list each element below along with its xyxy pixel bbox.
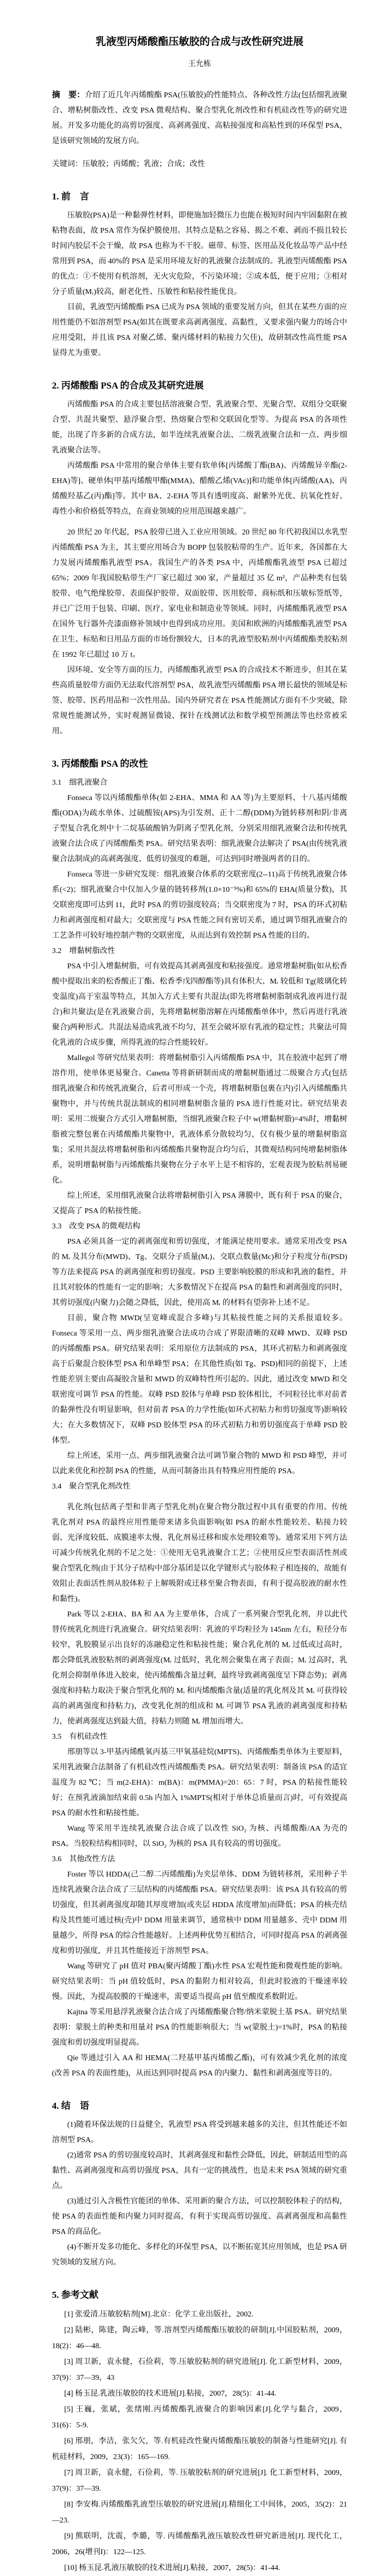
subsection-3-3-paragraph: 综上所述，采用一点、两步细乳液聚合法可调节聚合物的 MWD 和 PSD 峰型，并可以此来优化和控制 PSA 的性能，从而可制备出具有特殊应用性能的 PSA。 — [52, 1452, 347, 1475]
keywords-label: 关键词： — [52, 160, 83, 168]
reference-item: [6] 邢朋，李洁，张欠欠，等.有机硅改性聚丙烯酸酯压敏胶的制备与性能研究[J]. 有机硅材料，2009，23(3)：165—169. — [52, 2437, 347, 2461]
section-2-paragraph: 20 世纪 20 年代起，PSA 胶带已进入工业应用领域。20 世纪 80 年代初我国以水乳型丙烯酸酯 PSA 为主，其主要应用场合为 BOPP 包装胶粘带的生产。近年来，各国都在大力发展丙烯酸酯乳液型 PSA。我国生产的各类 PSA 中，丙烯酸酯乳液型 PSA 已超过 65%；2009 年我国胶粘带生产厂家已超过 300 家，产量超过 35 亿 m²，产品种类有包装胶带、电气绝缘胶带、表面保护胶带、双面胶带、医用胶带、商标纸和压敏标签纸等，并已广泛用于包装、印刷、医疗、家电业和制造业等领域。同时，丙烯酸酯乳液型 PSA 在国外飞行器外壳漆面修补领域中也得到成功应用。美国和欧洲的丙烯酸酯乳液型 PSA 在卫生、标贴和日用品方面的市场份额较大，日本的乳液型胶粘剂中丙烯酸酯类胶粘剂在 1992 年已超过 10 万 t。 — [52, 528, 347, 659]
subsection-3-6-paragraph: Wang 等研究了 pH 值对 PBA(聚丙烯酸丁酯)水性 PSA 宏观性能和微观性能的影响。研究结果表明：当 pH 值较低时，PSA 的黏附力相对较高，但此时胶液的干燥速率较慢。因此，为提高胶膜的干燥速率，需要适当提高 pH 值至酸度系数附近。 — [52, 1962, 347, 2001]
reference-item: [9] 熊联明，沈震，李璐，等. 丙烯酸酯乳液压敏胶改性研究新进展[J]. 现代化工，2006，26(增刊I)：122—125. — [52, 2532, 347, 2556]
section-1-paragraph: 目前，乳液型丙烯酸酯 PSA 已成为 PSA 领域的重要发展方向，但其在某些方面的应用性能仍不如溶剂型 PSA(如其在既要求高剥离强度、高黏性，又要求强内聚力的场合中应用受阻，并且该 PSA 对聚乙烯、聚丙烯材料的粘接力欠佳)，故研制改性高性能 PSA 显得尤为重要。 — [52, 303, 347, 357]
abstract-text: 介绍了近几年丙烯酸酯 PSA(压敏胶)的性能特点、各种改性方法(包括细乳液聚合、增粘树脂改性、改变 PSA 微观结构、聚合型乳化剂改性和有机硅改性等)的研究进展。开发多功能化的高剪切强度、高剥离强度、高粘接强度和高粘性到的环保型 PSA，是该研究领域的发展方向。 — [52, 91, 347, 145]
section-4-conclusion-item: (2)通常 PSA 的剪切强度较高时，其剥离强度和黏性会降低，因此，研制适用型的高黏性、高剥离强度和高剪切强度 PSA，具有一定的挑战性，也是未来 PSA 领域的研究重点。 — [52, 2151, 347, 2190]
section-4-heading: 4. 结 语 — [52, 2101, 89, 2111]
section-2-paragraph: 因环境、安全等方面的压力，丙烯酸酯乳液型 PSA 的合成技术不断进步，但其在某些高质量胶带方面仍无法取代溶剂型 PSA，故乳液型丙烯酸酯 PSA 增长最快的领域是标签、胶带、医药用品和一次性用品。国内外研究者在 PSA 性能测试方面有不少突破，除常规性能测试外，实时观测显微镜、探针在线测试法和数学模型预测法等也经常被采用。 — [52, 666, 347, 736]
abstract-label: 摘 要： — [52, 91, 85, 99]
subsection-3-1-paragraph: Fonseca 等以丙烯酸酯单体(如 2-EHA、MMA 和 AA 等)为主要原料、十八基丙烯酸酯(ODA)为疏水单体、过硫酸铵(APS)为引发剂、正十二醇(DDM)为链转移剂和阴/非离子型复合乳化剂中十二烷基硫酸钠为阴离子型乳化剂，分别采用细乳液聚合法和传统乳液聚合法合成了丙烯酸酯类 PSA。研究结果表明：细乳液聚合法解决了 PSA(由传统乳液聚合法制成)的高剥离强度、低剪切强度的难题，可达到同时增强两者的目的。 — [52, 794, 347, 863]
section-2-heading: 2. 丙烯酸酯 PSA 的合成及其研究进展 — [52, 380, 204, 391]
section-1-paragraph: 压敏胶(PSA)是一种黏弹性材料，即便施加轻微压力也能在极短时间内牢固黏附在被粘物表面，故 PSA 常作为保护膜使用。其特点是粘之容易、揭之不难、剥而不损且较长时间内胶层不会干燥，故 PSA 也称为不干胶。磁带、标签、医用品及化妆品等产品中经常用到 PSA，而 40%的 PSA 是采用环境友好的乳液聚合法制成的。乳液型丙烯酸酯 PSA 的优点：①不使用有机溶剂，无火灾危险，不污染环境；②成本低，便于应用；③相对分子质量(Mᵣ)较高，耐老化性、压敏性和粘接性能优良。 — [52, 211, 347, 296]
section-5-heading: 5. 参考文献 — [52, 2290, 98, 2300]
section-3-heading: 3. 丙烯酸酯 PSA 的改性 — [52, 758, 148, 769]
section-4-conclusion-item: (1)随着环保法规的日益健全，乳液型 PSA 将受到越来越多的关注，但其性能还不如溶剂型 PSA。 — [52, 2121, 347, 2144]
subsection-3-3-paragraph: 目前，聚合物 MWD(呈宽峰或混合多峰)与其粘接性能之间的关系报道较多。Fonseca 等采用一点、两步细乳液聚合法成功合成了界限清晰的双峰 MWD、双峰 PSD 的丙烯酸酯 PSA。研究结果表明：采用原位方法制成的 PSA，其环式初粘力和剥离强度高于后聚混合胶体型 PSA 和单峰型 PSA；在其他性质(如 Tg、PSD)相同的前提下，上述性能差别主要由高凝胶含量和 MWD 的双峰特性所引起的。因此，通过改变 MWD 和交联密度可调节 PSA 的性能。双峰 PSD 胶体与单峰 PSD 胶体相比，不同粒径比率对前者的黏弹性没有明显影响，但对前者 PSA 的力学性能(如环式初粘力和剪切强度等)影响较大；在大多数情况下，双峰 PSD 胶体型 PSA 的环式初粘力和剪切强度高于单峰 PSD 胶体型。 — [52, 1314, 347, 1445]
subsection-3-5-heading: 3.5 有机硅改性 — [52, 1733, 108, 1741]
subsection-3-6-paragraph: Qie 等通过引入 AA 和 HEMA(二羟基甲基丙烯酸乙酯)，可有效减少乳化剂的浓度(改善 PSA 的表面性能)，从而达到同时提高 PSA 的内聚力、黏性和剥离强度等目的。 — [52, 2054, 347, 2078]
section-1-heading: 1. 前 言 — [52, 191, 89, 202]
reference-item: [2] 陆彬，陈建，陶云峰，等.溶剂型丙烯酸酯压敏胶的研制[J].中国胶粘剂，2009，18(2)：46—48. — [52, 2326, 347, 2350]
reference-item: [8] 李安梅.丙烯酸酯乳液型压敏胶的研究进展[J].精细化工中间体，2005，35(2)：21—23. — [52, 2501, 347, 2525]
subsection-3-2-paragraph: PSA 中引入增黏树脂，可有效提高其剥离强度和粘接强度。通常增黏树脂(如从松香酸中提取出来的松香酸正丁酯、松香季戊四醇酯等)具有体积大、Mᵣ 较低和 Tg(玻璃化转变温度)高于室温等特点，其加入方式主要有共混法(即先将增黏树脂制成乳液再进行混合)和共聚法(是在乳液聚合前，先将增黏树脂溶解在丙烯酸酯单体中，然后再进行乳液聚合)两种形式。共混法易造成乳液不均匀，甚至会破坏原有乳液的稳定性；共聚法可简化乳液的合成步骤，所得乳液的综合性能较好。 — [52, 962, 347, 1047]
reference-item: [1] 张爱清.压敏胶粘剂[M].北京：化学工业出版社，2002. — [64, 2310, 254, 2319]
subsection-3-3-heading: 3.3 改变 PSA 的微观结构 — [52, 1222, 141, 1231]
subsection-3-2-paragraph: Mallegol 等研究结果表明：将增黏树脂引入丙烯酸酯 PSA 中，其在胶液中起到了增溶作用，使单体更易聚合。Canetta 等将新研制而成的增黏树脂通过二级聚合方式(包括细乳液聚合和传统乳液聚合，后者可形成一个壳，将增黏树脂包裹在内)引入丙烯酸酯共聚物中，并与传统共混法制成的相同增黏树脂含量的 PSA 进行性能对比。研究结果表明：采用二级聚合方式引入增黏树脂，当细乳液聚合粒子中 w(增黏树脂)=4%时，增黏树脂被完整包裹在丙烯酸酯共聚物中，乳液体系分散较均匀，仅有极少量的增黏树脂富集；采用共混法将增黏树脂和丙烯酸酯共聚物混合均匀后，其微观结构同纯增黏树脂体系，说明增黏树脂与丙烯酸酯共聚物在分子水平上是不相容的，宏观表现为胶粘剂易硬化。 — [52, 1054, 347, 1185]
subsection-3-5-paragraph: 邢朋等以 3-甲基丙烯酰氧丙基三甲氧基硅烷(MPTS)、丙烯酸酯类单体为主要原料，采用乳液聚合法制备了有机硅改性丙烯酸酯类 PSA。研究结果表明：制备该 PSA 的适宜温度为 82 ℃；当 m(2-EHA)：m(BA)：m(PMMA)=20：65：7 时，PSA 的粘接性能较好；在预乳液滴加结束前 0.5h 内加入 1%MPTS(相对于单体总质量而言)时，可有效提高 PSA 的耐水性和粘接性能。 — [52, 1748, 347, 1818]
subsection-3-5-paragraph: Wang 等采用半连续乳液聚合法合成了以改性 SiO₂ 为核、丙烯酸酯/AA 为壳的 PSA。当胶粒结构相同时，以 SiO₂ 为核的 PSA 具有较高的剪切强度。 — [52, 1825, 347, 1848]
reference-item: [7] 周卫新，袁永健，石俭莉，等. 压敏胶粘剂的研究进展[J]. 化工新型材料，2009，37(9)：37—39. — [52, 2469, 347, 2493]
subsection-3-2-paragraph: 综上所述，采用细乳液聚合法将增黏树脂引入 PSA 薄膜中，既有利于 PSA 的聚合，又提高了 PSA 的粘接性能。 — [52, 1192, 347, 1215]
abstract — [52, 87, 347, 149]
reference-item: [3] 周卫新，袁永健，石俭莉，等.压敏胶粘剂的研究进展[J]. 化工新型材料，2009，37(9)：37—39，43 — [52, 2358, 347, 2382]
subsection-3-4-paragraph: 乳化剂(包括离子型和非离子型乳化剂)在聚合物分散过程中具有重要的作用。传统乳化剂对 PSA 的最终应用性能带来诸多负面影响(如 PSA 的耐水性能较差、粘接力较弱、光泽度较低、成膜速率太慢、乳化剂易迁移和废水处理较难等)。通常采用下列方法可减少传统乳化剂的不足之处：①使用无皂乳液聚合工艺；②使用反应型表面活性剂或聚合型乳化剂(由于其分子结构中部分基团是以化学键形式与胶体粒子相连接的，故能有效阻止表面活性剂从胶体粒子上解吸附或迁移至聚合物表面，有利于提高胶液的耐水性和黏性)。 — [52, 1503, 347, 1603]
section-4-conclusion-item: (3)通过引入含极性官能团的单体、采用新的聚合方法，可以控制胶体粒子的结构，使 PSA 的表面性能和内聚力同时提高，有利于实现高剪切强度、高剥离强度和高黏性 PSA 的商品化。 — [52, 2197, 347, 2236]
subsection-3-1-heading: 3.1 细乳液聚合 — [52, 779, 108, 787]
subsection-3-6-paragraph: Foster 等以 HDDA(己二醇二丙烯酸酯)为夹层单体、DDM 为链转移剂，采用种子半连续乳液聚合法合成了三层结构的丙烯酸酯 PSA。研究结果表明：该 PSA 具有较高的剪切强度，但其剥离强度却随其厚度增加(或夹层 HDDA 浓度增加)而降低；PSA 的核壳结构及其性能可通过核(壳)中 DDM 用量来调节，通常核中 DDM 用量越多、壳中 DDM 用量越少，所得 PSA 的综合性能越好。上述两种优势互相结合，可同时提高 PSA 的剥离强度和剪切强度，并且其性能接近于溶剂型 PSA。 — [52, 1871, 347, 1955]
subsection-3-1-paragraph: Fonseca 等进一步研究发现：细乳液聚合体系的交联密度(2--11)高于传统乳液聚合体系(<2)；细乳液聚合中仅加入少量的链转移剂(1.0×10⁻⁵%)和 65%的 EHA(质量分数)，其交联密度即可达到 11，此时 PSA 的剪切强度较高；当交联密度为 7 时，PSA 的环式初粘力和剥离强度相对最大；交联密度与 PSA 性能之间有密切关系，通过调节细乳液聚合的工艺条件可较好地控制产物的交联密度，从而达到有效控制 PSA 性能的目的。 — [52, 871, 347, 940]
section-2-paragraph: 丙烯酸酯 PSA 的合成主要包括溶液聚合型、乳液聚合型、光聚合型、双组分交联聚合型、共混共聚型、悬浮聚合型、热熔聚合型和交联固化型等。为提高 PSA 的各项性能，出现了许多新的合成方法，如半连续乳液聚合法、二级乳液聚合法和一点、两步细乳液聚合法等。 — [52, 401, 347, 455]
reference-item: [10] 杨玉昆.乳液压敏胶的技术进展[J].粘接，2007，28(5)：41-44. — [64, 2564, 280, 2572]
subsection-3-3-paragraph: PSA 必须具备一定的剥离强度和剪切强度，才能满足使用要求。通常采用改变 PSA 的 Mᵣ 及其分布(MWD)、Tg、交联分子质量(Mₑ)、交联点数量(Mc)和分子粒度分布(PSD)等方法来提高 PSA 的剥离强度和剪切强度。PSD 主要影响胶膜的形成和乳液的黏性，并且其对胶体的性能有一定的影响；大多数情况下在提高 PSA 的黏性和剥离强度的同时，其剪切强度(内聚力)会随之降低，因此，使用高 Mᵣ 的材料有望弥补上述不足。 — [52, 1238, 347, 1307]
keywords-line — [52, 157, 347, 172]
subsection-3-6-heading: 3.6 其他改性方法 — [52, 1855, 115, 1863]
reference-item: [4] 杨玉昆.乳液压敏胶的技术进展[J].粘接，2007，28(5)：41-44. — [64, 2390, 277, 2398]
subsection-3-2-heading: 3.2 增黏树脂改性 — [52, 947, 115, 955]
section-2-paragraph: 丙烯酸酯 PSA 中常用的聚合单体主要有软单体[丙烯酸丁酯(BA)、丙烯酸异辛酯(2-EHA)等]、硬单体[甲基丙烯酸甲酯(MMA)、醋酸乙烯(VAc)]和功能单体[丙烯酸(AA)、丙烯酸羟基乙(丙)酯]等。其中 BA、2-EHA 等具有透明度高、耐紫外光优、抗氧化性好、毒性小和价格低等特点，在商业领域的应用范围越来越广。 — [52, 462, 347, 516]
subsection-3-4-paragraph: Park 等以 2-EHA、BA 和 AA 为主要单体，合成了一系列聚合型乳化剂，并以此代替传统乳化剂进行乳液聚合。研究结果表明：乳液的平均粒径为 145nm 左右，粒径分布较窄，乳胶膜显示出良好的冻融稳定性和粘接性能；聚合乳化剂的 Mᵣ 过低或过高时，都会降低乳液胶粘剂的剥离强度(Mᵣ 过低时，乳化剂会聚集在离子表面；Mᵣ 过高时，乳化剂会抑制单体进入胶束，使丙烯酸酯含量过剩，最终导致剥离强度呈下降态势)；剥离强度和持粘力取决于聚合型乳化剂的 Mᵣ 和丙烯酸酯含量(适量的乳化剂及其 Mᵣ 可获得较高的剥离强度和持粘力)，改变乳化剂的组成和 Mᵣ 可调节 PSA 乳液的剥离强度和持粘力，使剥离强度达到最大值，持粘力则随 Mᵣ 增加而增大。 — [52, 1610, 347, 1726]
subsection-3-4-heading: 3.4 聚合型乳化剂改性 — [52, 1483, 131, 1491]
paper-title: 乳液型丙烯酸酯压敏胶的合成与改性研究进展 — [95, 36, 303, 48]
paper-author: 王允栋 — [188, 60, 211, 68]
reference-item: [5] 王巍，张斌，张绪刚.丙烯酸酯乳液聚合的影响因素[J].化学与黏合，2009，31(6)：5-9. — [52, 2406, 347, 2430]
keywords-text: 压敏胶；丙烯酸；乳液；合成；改性 — [83, 160, 205, 168]
subsection-3-6-paragraph: Kajtna 等采用悬浮乳液聚合法合成了丙烯酸酯聚合物/纳米蒙脱土基 PSA。研究结果表明：蒙脱土的种类和用量对 PSA 的性能影响很大；当 w(蒙脱土)=1%时，PSA 的粘接强度和剪切强度明显提高。 — [52, 2008, 347, 2047]
section-4-conclusion-item: (4)不断开发多功能化、多样化的环保型 PSA，以不断拓宽其应用领域，也是 PSA 研究领域的发展方向。 — [52, 2243, 347, 2267]
